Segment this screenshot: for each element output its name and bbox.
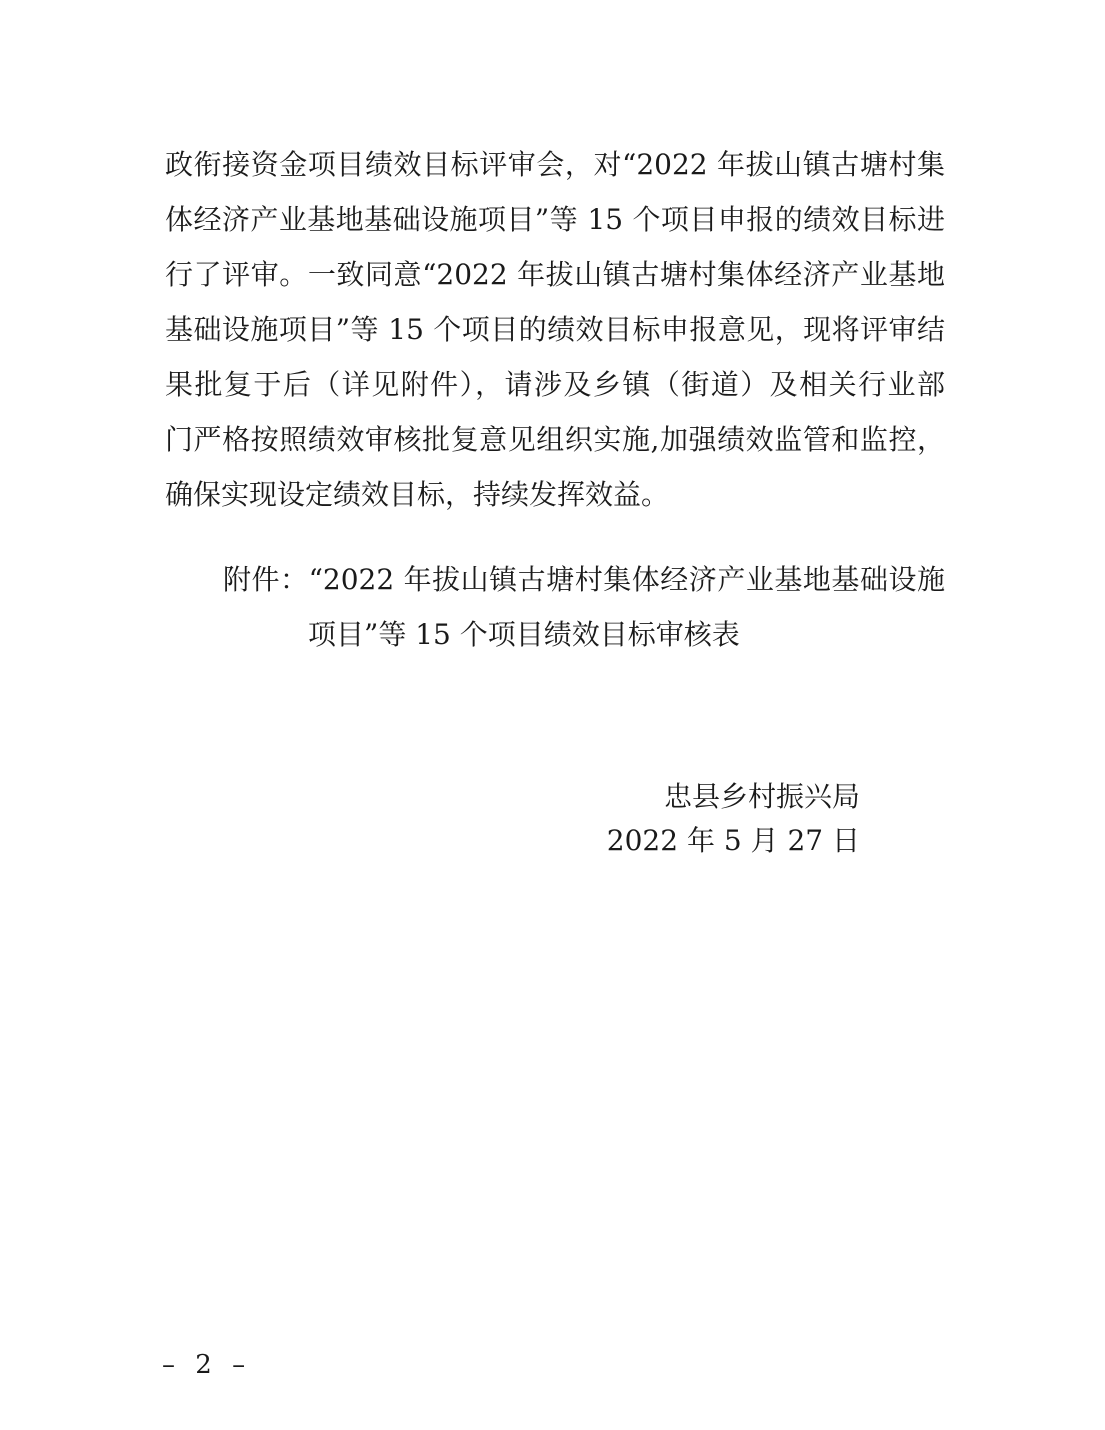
page-number: – 2 – bbox=[162, 1350, 252, 1380]
body-line-2: 体经济产业基地基础设施项目”等 15 个项目申报的绩效目标进 bbox=[165, 203, 945, 236]
body-paragraph bbox=[165, 143, 945, 528]
body-line-3: 行了评审。一致同意“2022 年拔山镇古塘村集体经济产业基地 bbox=[165, 258, 945, 291]
body-line-5: 果批复于后（详见附件），请涉及乡镇（街道）及相关行业部 bbox=[165, 368, 945, 401]
attachment-line-2: 项目”等 15 个项目绩效目标审核表 bbox=[308, 618, 740, 651]
body-line-1: 政衔接资金项目绩效目标评审会，对“2022 年拔山镇古塘村集 bbox=[165, 148, 945, 181]
signature-date: 2022 年 5 月 27 日 bbox=[606, 824, 860, 857]
signature-block bbox=[607, 777, 860, 865]
signature-organization: 忠县乡村振兴局 bbox=[663, 780, 860, 813]
body-line-7: 确保实现设定绩效目标，持续发挥效益。 bbox=[165, 478, 670, 511]
body-line-4: 基础设施项目”等 15 个项目的绩效目标申报意见，现将评审结 bbox=[165, 313, 945, 346]
attachment-note bbox=[223, 558, 945, 668]
attachment-line-1: 附件：“2022 年拔山镇古塘村集体经济产业基地基础设施 bbox=[223, 563, 945, 596]
body-line-6: 门严格按照绩效审核批复意见组织实施,加强绩效监管和监控， bbox=[165, 423, 945, 456]
